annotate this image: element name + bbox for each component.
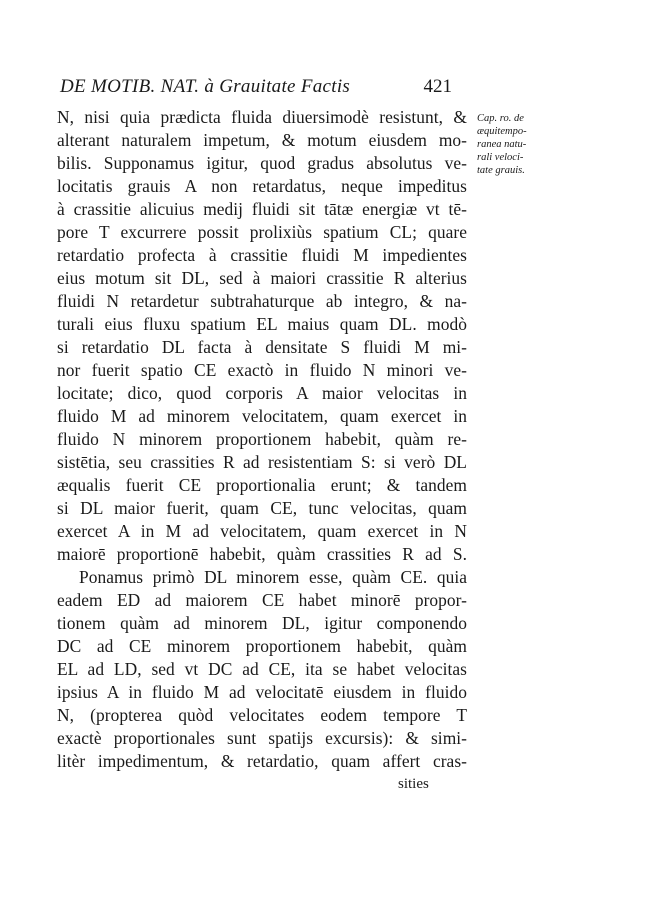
text-line: locitate; dico, quod corporis A maior velocitas in — [57, 383, 467, 403]
text-line: æqualis fuerit CE proportionalia erunt; & tandem — [57, 475, 467, 495]
text-line: fluidi N retardetur subtrahaturque ab integro, & na- — [57, 291, 467, 311]
text-line: si retardatio DL facta à densitate S fluidi M mi- — [57, 337, 467, 357]
text-line: EL ad LD, sed vt DC ad CE, ita se habet velocitas — [57, 659, 467, 679]
text-line: eius motum sit DL, sed à maiori crassitie R alterius — [57, 268, 467, 288]
text-line: turali eius fluxu spatium EL maius quam DL. modò — [57, 314, 467, 334]
text-line: alterant naturalem impetum, & motum eiusdem mo- — [57, 130, 467, 150]
catchword: sities — [398, 776, 429, 792]
text-line: DC ad CE minorem proportionem habebit, quàm — [57, 636, 467, 656]
text-line: N, nisi quia prædicta fluida diuersimodè resistunt, & — [57, 107, 467, 127]
margin-note-line: ranea natu- — [477, 139, 527, 150]
text-line: tionem quàm ad minorem DL, igitur componendo — [57, 613, 467, 633]
text-line: eadem ED ad maiorem CE habet minorē propor- — [57, 590, 467, 610]
running-head — [60, 76, 452, 104]
text-line: locitatis grauis A non retardatus, neque impeditus — [57, 176, 467, 196]
text-line: nor fuerit spatio CE exactò in fluido N minori ve- — [57, 360, 467, 380]
text-line: si DL maior fuerit, quam CE, tunc velocitas, quam — [57, 498, 467, 518]
text-line: retardatio profecta à crassitie fluidi M impedientes — [57, 245, 467, 265]
text-line: exactè proportionales sunt spatijs excursis): & simi- — [57, 728, 467, 748]
text-line: bilis. Supponamus igitur, quod gradus absolutus ve- — [57, 153, 467, 173]
text-line: fluido M ad minorem velocitatem, quam exercet in — [57, 406, 467, 426]
body-text — [57, 106, 467, 773]
page-number: 421 — [423, 76, 452, 97]
margin-note-line: æquitempo- — [477, 126, 527, 137]
running-title: DE MOTIB. NAT. à Grauitate Factis — [60, 76, 351, 97]
margin-note-line: Cap. ro. de — [477, 113, 524, 124]
margin-note-line: rali veloci- — [477, 152, 524, 163]
text-line: litèr impedimentum, & retardatio, quam affert cras- — [57, 751, 467, 771]
text-line: ipsius A in fluido M ad velocitatē eiusdem in fluido — [57, 682, 467, 702]
text-line: à crassitie alicuius medij fluidi sit tātæ energiæ vt tē- — [57, 199, 467, 219]
text-line: N, (propterea quòd velocitates eodem tempore T — [57, 705, 467, 725]
margin-note — [477, 112, 553, 177]
text-line: fluido N minorem proportionem habebit, quàm re- — [57, 429, 467, 449]
text-line: maiorē proportionē habebit, quàm crassities R ad S. — [57, 544, 467, 564]
margin-note-line: tate grauis. — [477, 165, 525, 176]
text-line: exercet A in M ad velocitatem, quam exercet in N — [57, 521, 467, 541]
text-line: sistētia, seu crassities R ad resistentiam S: si verò DL — [57, 452, 467, 472]
paragraph-first-line: Ponamus primò DL minorem esse, quàm CE. quia — [79, 567, 467, 587]
text-line: pore T excurrere possit prolixiùs spatium CL; quare — [57, 222, 467, 242]
